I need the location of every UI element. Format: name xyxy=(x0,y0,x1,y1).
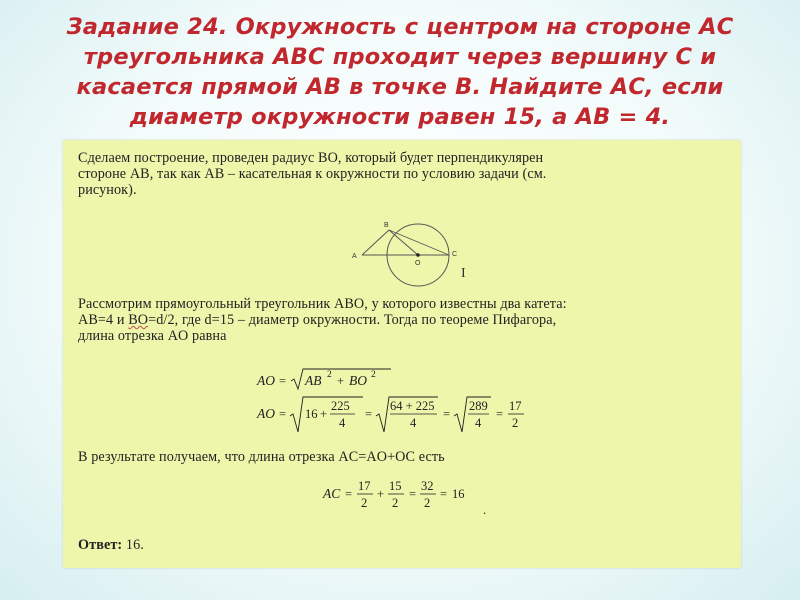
result-value: 16 xyxy=(452,487,465,501)
fraction-den: 2 xyxy=(361,496,368,510)
formula-equals: = xyxy=(443,407,451,421)
text-span-bo: BO xyxy=(128,312,149,328)
answer-label: Ответ: xyxy=(78,537,123,553)
formula-equals: = xyxy=(440,487,448,501)
label-o: O xyxy=(415,260,421,267)
formula-equals: = xyxy=(365,407,373,421)
formula-lhs: AC xyxy=(323,486,341,501)
fraction-den: 2 xyxy=(512,416,519,430)
fraction-num: 15 xyxy=(389,479,402,493)
title-line-4: диаметр окружности равен 15, а АВ = 4. xyxy=(129,104,671,130)
answer-value: 16. xyxy=(125,537,144,553)
formula-equals: = xyxy=(279,407,287,421)
paragraph-line: Сделаем построение, проведен радиус BO, который будет перпендикулярен xyxy=(78,150,544,166)
exponent: 2 xyxy=(371,370,376,380)
title-line-3: касается прямой АВ в точке В. Найдите АС, если xyxy=(76,74,724,100)
formula-ac xyxy=(321,476,501,518)
cursor-mark: I xyxy=(461,266,466,281)
center-point xyxy=(416,253,420,257)
label-b: B xyxy=(384,222,389,229)
label-a: A xyxy=(352,253,357,260)
paragraph-result: В результате получаем, что длина отрезка AC=AO+OC есть xyxy=(78,449,445,465)
term-16: 16 xyxy=(305,407,318,421)
fraction-den: 2 xyxy=(392,496,399,510)
term-ab: AB xyxy=(305,373,322,388)
period: . xyxy=(483,503,487,517)
answer xyxy=(78,537,728,553)
fraction-num: 64 + 225 xyxy=(390,399,435,413)
segment-bo xyxy=(389,230,418,255)
exponent: 2 xyxy=(327,370,332,380)
formula-ao-sqrt xyxy=(255,366,405,394)
fraction-num: 17 xyxy=(509,399,522,413)
term-bo: BO xyxy=(349,373,367,388)
plus-sign: + xyxy=(320,407,328,421)
solution-panel xyxy=(63,140,741,568)
geometry-figure xyxy=(348,218,468,288)
title-line-2: треугольника ABC проходит через вершину С и xyxy=(83,44,717,70)
formula-lhs: AO xyxy=(257,406,275,421)
formula-ao-calc xyxy=(255,394,555,438)
paragraph-construction xyxy=(78,150,728,198)
fraction-den: 4 xyxy=(475,416,482,430)
fraction-num: 225 xyxy=(331,399,350,413)
text-span: AB=4 и xyxy=(78,312,129,328)
fraction-num: 289 xyxy=(469,399,488,413)
paragraph-line: длина отрезка AO равна xyxy=(78,328,227,344)
paragraph-line: рисунок). xyxy=(78,182,137,198)
paragraph-line xyxy=(78,312,728,328)
fraction-num: 32 xyxy=(421,479,434,493)
formula-equals: = xyxy=(409,487,417,501)
paragraph-line: Рассмотрим прямоугольный треугольник ABO, у которого известны два катета: xyxy=(78,296,567,312)
paragraph-triangle xyxy=(78,296,728,344)
text-span: =d/2, где d=15 – диаметр окружности. Тогда по теореме Пифагора, xyxy=(148,312,557,328)
formula-equals: = xyxy=(279,374,287,388)
formula-equals: = xyxy=(345,487,353,501)
label-c: C xyxy=(452,251,458,258)
plus-sign: + xyxy=(377,487,385,501)
fraction-den: 4 xyxy=(339,416,346,430)
task-title xyxy=(20,12,780,132)
fraction-num: 17 xyxy=(358,479,371,493)
formula-equals: = xyxy=(496,407,504,421)
paragraph-line: стороне AB, так как AB – касательная к окружности по условию задачи (см. xyxy=(78,166,547,182)
formula-lhs: AO xyxy=(257,373,275,388)
fraction-den: 2 xyxy=(424,496,431,510)
title-line-1: Задание 24. Окружность с центром на стороне АС xyxy=(66,14,734,40)
plus-sign: + xyxy=(337,374,345,388)
segment-ab xyxy=(362,230,389,255)
fraction-den: 4 xyxy=(410,416,417,430)
